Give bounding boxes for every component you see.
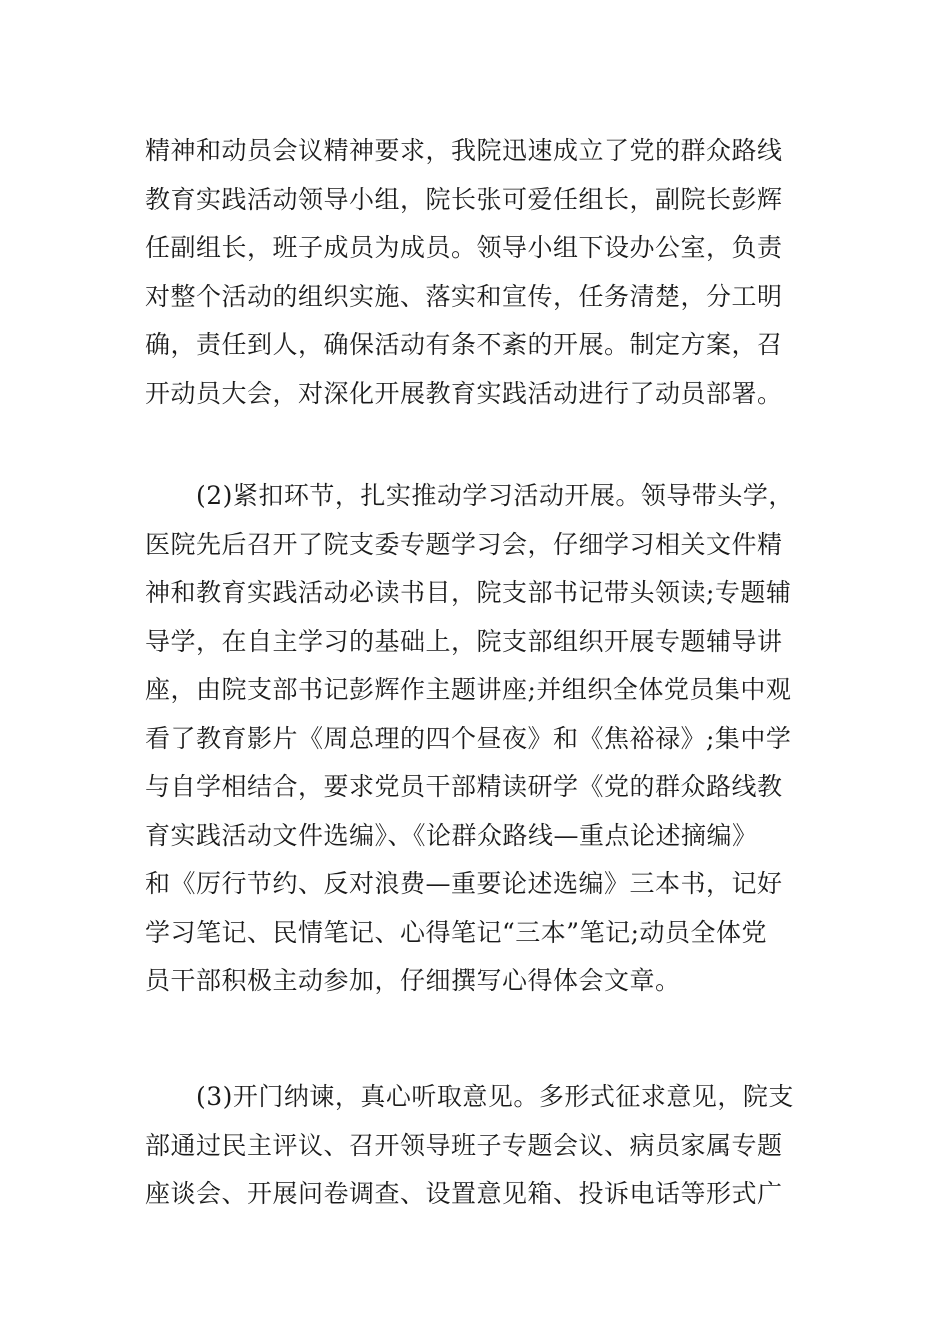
paragraph-line: (2)紧扣环节，扎实推动学习活动开展。领导带头学， xyxy=(145,481,794,510)
paragraph-line: 和《厉行节约、反对浪费—重要论述选编》三本书，记好 xyxy=(145,869,783,898)
paragraph-2 xyxy=(145,472,810,1006)
paragraph-line: 医院先后召开了院支委专题学习会，仔细学习相关文件精 xyxy=(145,529,783,559)
paragraph-line: 部通过民主评议、召开领导班子专题会议、病员家属专题 xyxy=(145,1130,783,1160)
paragraph-line: 神和教育实践活动必读书目，院支部书记带头领读;专题辅 xyxy=(145,578,792,607)
paragraph-line: 导学，在自主学习的基础上，院支部组织开展专题辅导讲 xyxy=(145,626,783,656)
paragraph-line: 看了教育影片《周总理的四个昼夜》和《焦裕禄》;集中学 xyxy=(145,723,792,753)
paragraph-line: 开动员大会，对深化开展教育实践活动进行了动员部署。 xyxy=(145,378,783,408)
paragraph-3 xyxy=(145,1073,810,1219)
paragraph-line: (3)开门纳谏，真心听取意见。多形式征求意见，院支 xyxy=(145,1082,794,1111)
paragraph-line: 员干部积极主动参加，仔细撰写心得体会文章。 xyxy=(145,966,681,995)
paragraph-line: 座，由院支部书记彭辉作主题讲座;并组织全体党员集中观 xyxy=(145,675,792,704)
paragraph-line: 育实践活动文件选编》、《论群众路线—重点论述摘编》 xyxy=(145,820,758,850)
paragraph-line: 对整个活动的组织实施、落实和宣传，任务清楚，分工明 xyxy=(145,281,783,311)
paragraph-line: 任副组长，班子成员为成员。领导小组下设办公室，负责 xyxy=(145,233,783,262)
paragraph-line: 教育实践活动领导小组，院长张可爱任组长，副院长彭辉 xyxy=(145,184,783,214)
paragraph-line: 学习笔记、民情笔记、心得笔记“三本”笔记;动员全体党 xyxy=(145,917,767,947)
paragraph-line: 确，责任到人，确保活动有条不紊的开展。制定方案，召 xyxy=(145,330,783,359)
paragraph-line: 座谈会、开展问卷调查、设置意见箱、投诉电话等形式广 xyxy=(145,1179,783,1208)
paragraph-line: 精神和动员会议精神要求，我院迅速成立了党的群众路线 xyxy=(145,136,783,165)
paragraph-1 xyxy=(145,127,810,418)
paragraph-line: 与自学相结合，要求党员干部精读研学《党的群众路线教 xyxy=(145,772,783,801)
